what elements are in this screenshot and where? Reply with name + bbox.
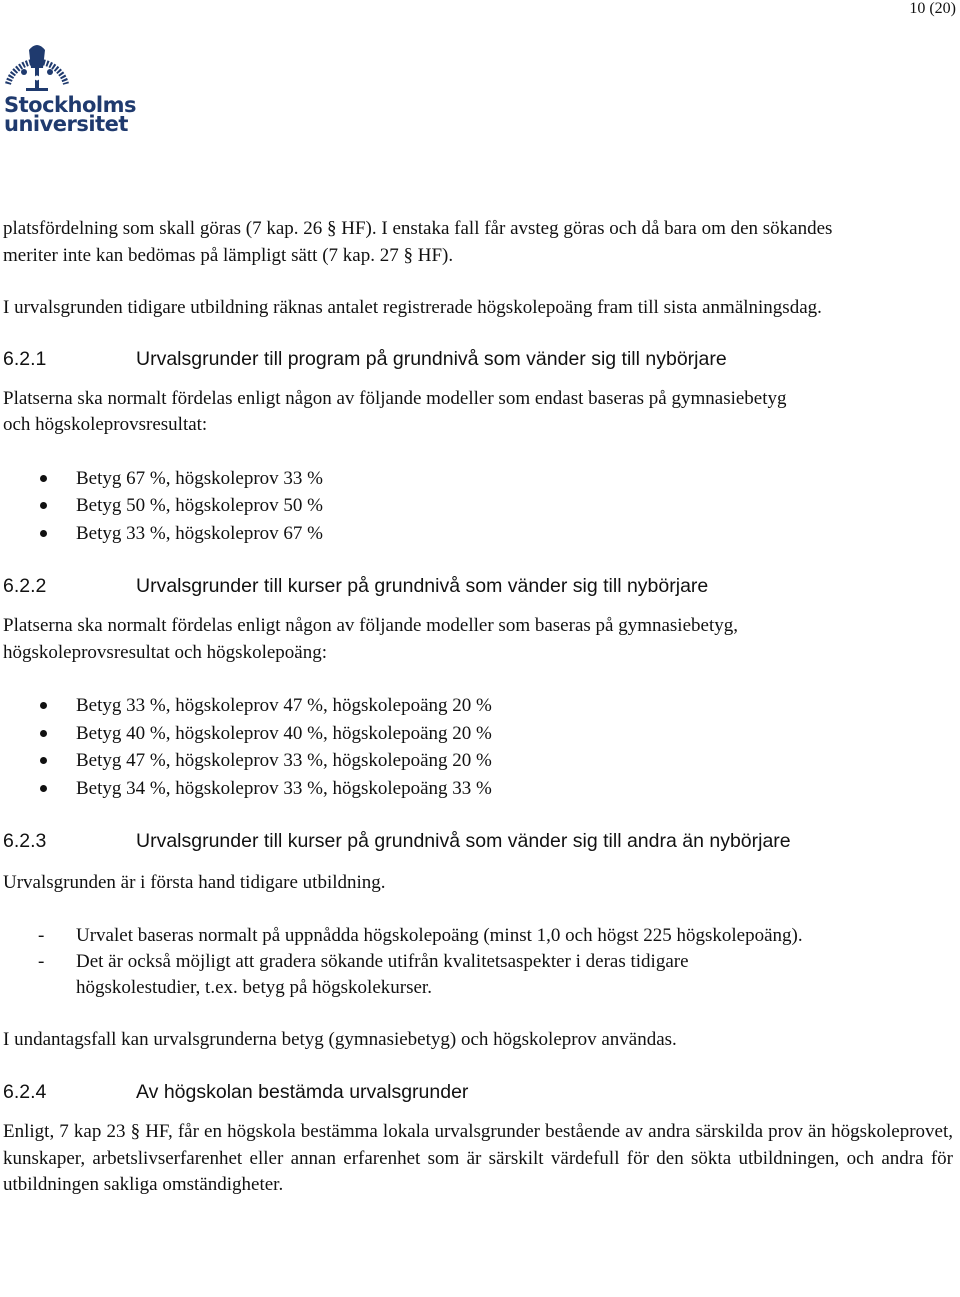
page-number: 10 (20) xyxy=(909,0,956,17)
logo-line-1: Stockholms xyxy=(4,93,136,117)
section-heading-6-2-4 xyxy=(3,1079,955,1105)
section-6-2-3-intro: Urvalsgrunden är i första hand tidigare utbildning. xyxy=(3,872,386,893)
section-heading-6-2-3 xyxy=(3,828,955,854)
section-6-2-4-body: Enligt, 7 kap 23 § HF, får en högskola bestämma lokala urvalsgrunder bestående av andra särskilda prov än högskoleprovet, kunskaper, arbetslivserfarenhet eller annan erfarenhet som är särskilt värdefull för den sökta utbildningen, och andra för utbildningen sakliga omständigheter. xyxy=(3,1121,953,1195)
list-item: Betyg 50 %, högskoleprov 50 % xyxy=(3,492,955,520)
section-heading-6-2-1 xyxy=(3,346,955,372)
intro-paragraph-2: I urvalsgrunden tidigare utbildning räknas antalet registrerade högskolepoäng fram till sista anmälningsdag. xyxy=(3,297,822,318)
list-item: Betyg 33 %, högskoleprov 47 %, högskolepoäng 20 % xyxy=(3,692,955,720)
document-body xyxy=(3,216,955,1199)
logo-line-2: universitet xyxy=(4,112,128,136)
logo-wordmark xyxy=(4,93,136,136)
section-title: Urvalsgrunder till kurser på grundnivå som vänder sig till andra än nybörjare xyxy=(136,830,791,852)
list-item: Betyg 40 %, högskoleprov 40 %, högskolepoäng 20 % xyxy=(3,720,955,748)
section-number: 6.2.3 xyxy=(3,830,47,852)
list-item xyxy=(3,949,816,1001)
section-title: Av högskolan bestämda urvalsgrunder xyxy=(136,1081,469,1103)
list-item: Betyg 47 %, högskoleprov 33 %, högskolepoäng 20 % xyxy=(3,747,955,775)
section-6-2-1-list xyxy=(3,465,955,548)
section-number: 6.2.1 xyxy=(3,347,47,370)
section-title: Urvalsgrunder till program på grundnivå som vänder sig till nybörjare xyxy=(136,347,727,370)
section-6-2-3-after: I undantagsfall kan urvalsgrunderna betyg (gymnasiebetyg) och högskoleprov användas. xyxy=(3,1028,677,1050)
list-item: Betyg 67 %, högskoleprov 33 % xyxy=(3,465,955,493)
section-6-2-2-intro: Platserna ska normalt fördelas enligt någon av följande modeller som baseras på gymnasiebetyg, högskoleprovsresultat och högskolepoäng: xyxy=(3,615,738,663)
section-6-2-1-intro: Platserna ska normalt fördelas enligt någon av följande modeller som endast baseras på gymnasiebetyg och högskoleprovsresultat: xyxy=(3,387,787,435)
university-seal-icon xyxy=(2,38,72,96)
section-6-2-3-list xyxy=(3,923,955,1001)
list-item: Betyg 34 %, högskoleprov 33 %, högskolepoäng 33 % xyxy=(3,775,955,803)
intro-paragraph-1: platsfördelning som skall göras (7 kap. 26 § HF). I enstaka fall får avsteg göras och då bara om den sökandes meriter inte kan bedömas på lämpligt sätt (7 kap. 27 § HF). xyxy=(3,218,833,266)
section-number: 6.2.2 xyxy=(3,575,47,597)
section-title: Urvalsgrunder till kurser på grundnivå som vänder sig till nybörjare xyxy=(136,575,709,597)
section-number: 6.2.4 xyxy=(3,1081,47,1103)
list-item: Betyg 33 %, högskoleprov 67 % xyxy=(3,520,955,548)
section-6-2-2-list xyxy=(3,692,955,802)
university-logo xyxy=(2,38,136,138)
list-item-text: Urvalet baseras normalt på uppnådda högskolepoäng (minst 1,0 och högst 225 högskolepoäng). xyxy=(76,924,803,946)
dash-marker: - xyxy=(38,924,45,946)
list-item-text: Det är också möjligt att gradera sökande utifrån kvalitetsaspekter i deras tidigare högskolestudier, t.ex. betyg på högskolekurser. xyxy=(76,950,689,998)
section-heading-6-2-2 xyxy=(3,573,955,599)
list-item xyxy=(3,923,816,949)
dash-marker: - xyxy=(38,950,45,972)
